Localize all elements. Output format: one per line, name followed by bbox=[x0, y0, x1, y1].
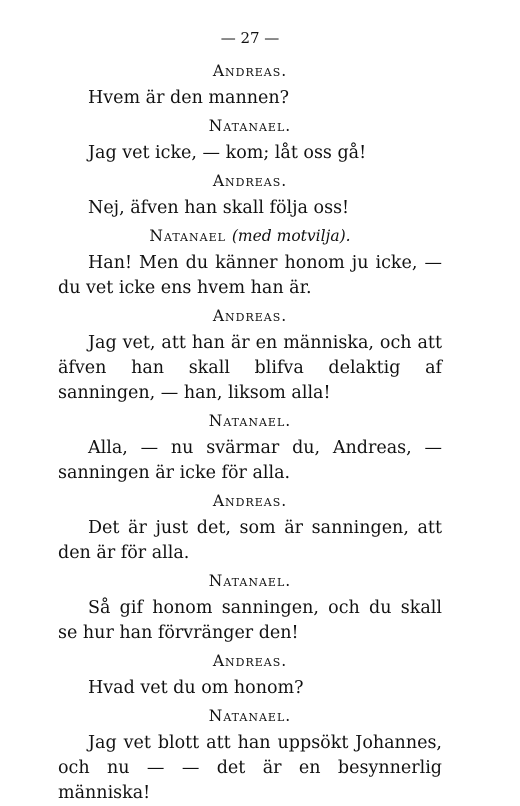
speaker-name: Andreas. bbox=[212, 172, 288, 190]
stage-direction: (med motvilja). bbox=[231, 227, 351, 245]
speaker-name: Natanael. bbox=[208, 572, 292, 590]
dialogue-line: Hvem är den mannen? bbox=[88, 88, 289, 108]
dialogue-line: Det är just det, som är sanningen, att den är för alla. bbox=[58, 518, 442, 563]
dialogue-block-1 bbox=[58, 60, 442, 111]
dialogue-block-3 bbox=[58, 170, 442, 221]
speaker-name: Andreas. bbox=[212, 62, 288, 80]
dialogue-block-7 bbox=[58, 490, 442, 566]
speaker-name: Natanael bbox=[149, 227, 226, 245]
dialogue-block-5 bbox=[58, 305, 442, 406]
dialogue-block-6 bbox=[58, 410, 442, 486]
dialogue-line: Hvad vet du om honom? bbox=[88, 678, 304, 698]
dialogue-line: Nej, äfven han skall följa oss! bbox=[88, 198, 350, 218]
speaker-name: Andreas. bbox=[212, 307, 288, 325]
dialogue-line: Jag vet, att han är en människa, och att äfven han skall blifva delaktig af sanningen, — han, liksom alla! bbox=[58, 333, 442, 403]
dialogue-block-8 bbox=[58, 570, 442, 646]
book-page bbox=[58, 28, 442, 806]
dialogue-block-10 bbox=[58, 705, 442, 806]
dialogue-line: Jag vet icke, — kom; låt oss gå! bbox=[88, 143, 367, 163]
dialogue-block-2 bbox=[58, 115, 442, 166]
speaker-name: Natanael. bbox=[208, 117, 292, 135]
speaker-name: Andreas. bbox=[212, 652, 288, 670]
speaker-heading bbox=[58, 225, 442, 247]
dialogue-block-4 bbox=[58, 225, 442, 301]
speaker-name: Andreas. bbox=[212, 492, 288, 510]
dialogue-line: Han! Men du känner honom ju icke, — du vet icke ens hvem han är. bbox=[58, 253, 442, 298]
dialogue-block-9 bbox=[58, 650, 442, 701]
dialogue-line: Alla, — nu svärmar du, Andreas, — sanningen är icke för alla. bbox=[58, 438, 442, 483]
page-number: — 27 — bbox=[220, 29, 280, 47]
dialogue-line: Så gif honom sanningen, och du skall se hur han förvränger den! bbox=[58, 598, 442, 643]
speaker-name: Natanael. bbox=[208, 412, 292, 430]
speaker-name: Natanael. bbox=[208, 707, 292, 725]
dialogue-line: Jag vet blott att han uppsökt Johannes, och nu — — det är en besynnerlig människa! bbox=[58, 733, 442, 803]
